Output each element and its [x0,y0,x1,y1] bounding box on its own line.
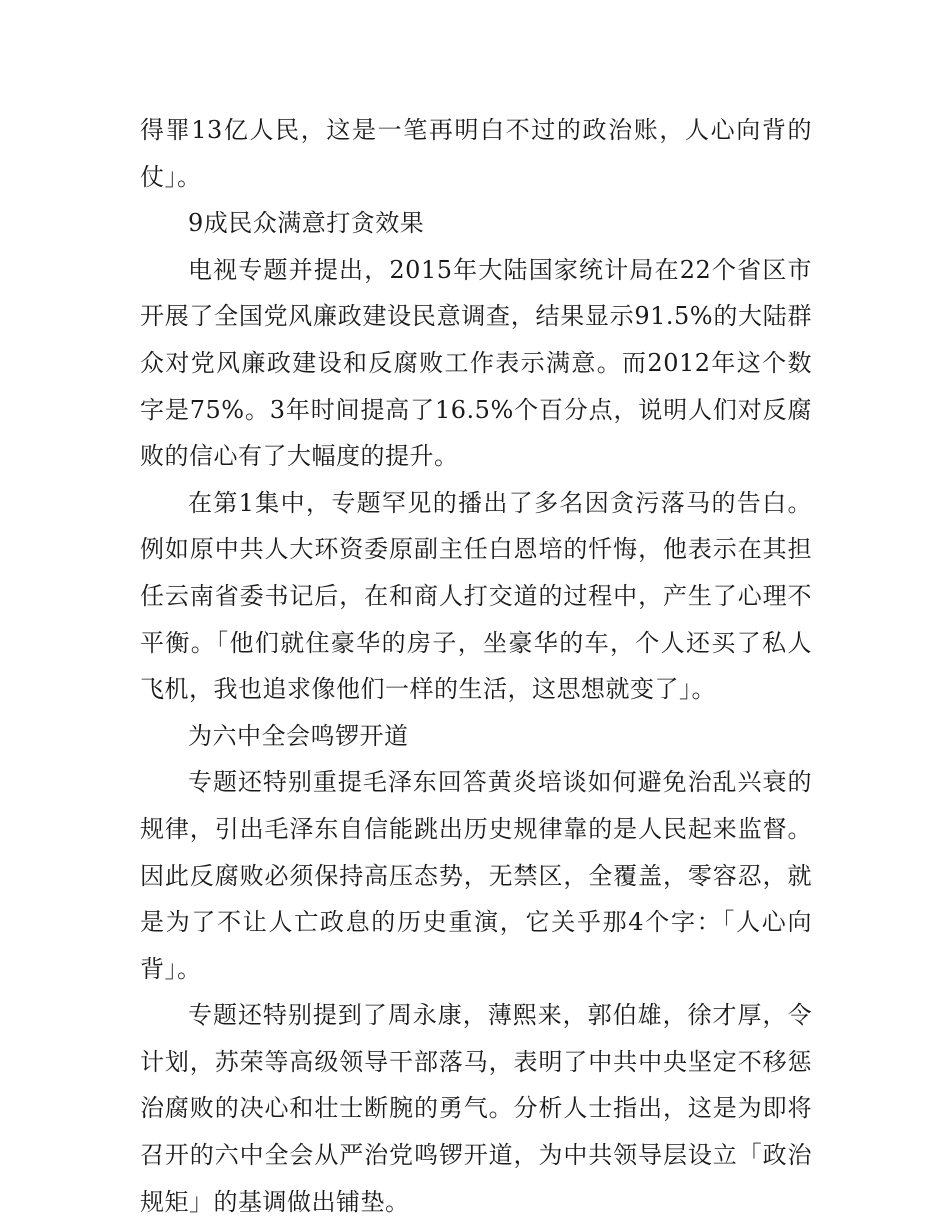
document-page [140,107,812,1225]
paragraph-mao: 专题还特别重提毛泽东回答黄炎培谈如何避免治乱兴衰的规律，引出毛泽东自信能跳出历史规律靠的是人民起来监督。因此反腐败必须保持高压态势，无禁区，全覆盖，零容忍，就是为了不让人亡政息的历史重演，它关乎那4个字：「人心向背」。 [140,768,812,983]
paragraph-officials: 专题还特别提到了周永康，薄熙来，郭伯雄，徐才厚，令计划，苏荣等高级领导干部落马，表明了中共中央坚定不移惩治腐败的决心和壮士断腕的勇气。分析人士指出，这是为即将召开的六中全会从严治党鸣锣开道，为中共领导层设立「政治规矩」的基调做出铺垫。 [140,1001,812,1216]
paragraph-continuation: 得罪13亿人民，这是一笔再明白不过的政治账，人心向背的仗」。 [140,116,812,191]
section-heading-plenum: 为六中全会鸣锣开道 [188,721,409,750]
paragraph-confession: 在第1集中，专题罕见的播出了多名因贪污落马的告白。例如原中共人大环资委原副主任白恩培的忏悔，他表示在其担任云南省委书记后，在和商人打交道的过程中，产生了心理不平衡。「他们就住豪华的房子，坐豪华的车，个人还买了私人飞机，我也追求像他们一样的生活，这思想就变了」。 [140,488,812,704]
paragraph-survey: 电视专题并提出，2015年大陆国家统计局在22个省区市开展了全国党风廉政建设民意调查，结果显示91.5%的大陆群众对党风廉政建设和反腐败工作表示满意。而2012年这个数字是75%。3年时间提高了16.5%个百分点，说明人们对反腐败的信心有了大幅度的提升。 [140,255,812,471]
section-heading-satisfaction: 9成民众满意打贪效果 [188,209,425,238]
